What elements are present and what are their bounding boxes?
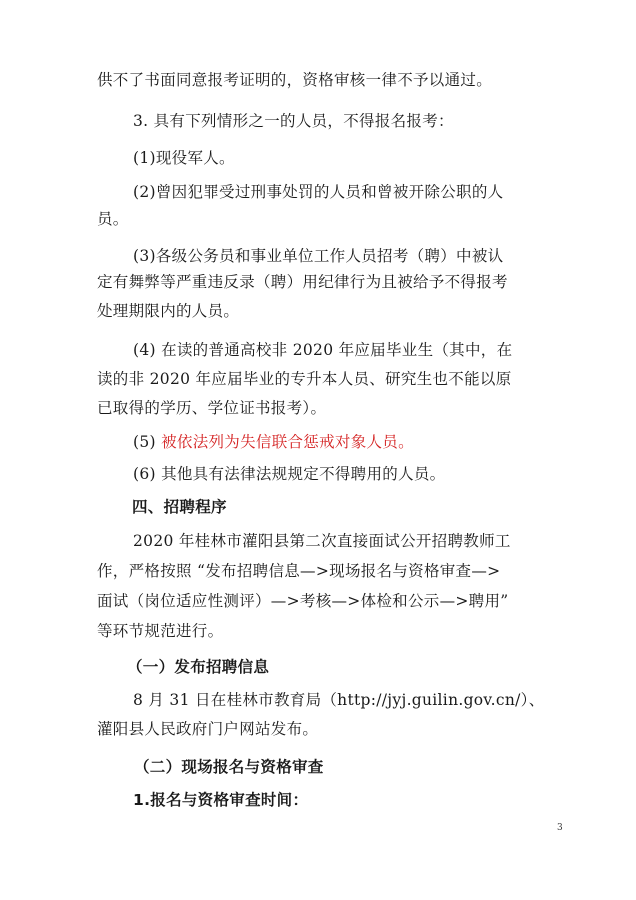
text-line: 灌阳县人民政府门户网站发布。 xyxy=(97,720,319,738)
text-line: 2020 年桂林市灌阳县第二次直接面试公开招聘教师工 xyxy=(133,532,511,550)
text-line: 员。 xyxy=(97,210,129,228)
text-line: 处理期限内的人员。 xyxy=(97,302,240,320)
text-line: 定有舞弊等严重违反录（聘）用纪律行为且被给予不得报考 xyxy=(97,273,508,291)
text-line: 等环节规范进行。 xyxy=(97,622,224,640)
text-line: (4) 在读的普通高校非 2020 年应届毕业生（其中，在 xyxy=(133,341,513,359)
text-line: (1)现役军人。 xyxy=(133,149,235,167)
item-number: (5) xyxy=(133,433,162,451)
page-number: 3 xyxy=(557,823,563,833)
subsection-heading: （一）发布招聘信息 xyxy=(127,658,270,676)
section-heading: 四、招聘程序 xyxy=(132,498,227,516)
highlighted-text: 被依法列为失信联合惩戒对象人员。 xyxy=(161,433,414,451)
text-line xyxy=(133,435,414,451)
text-line: (2)曾因犯罪受过刑事处罚的人员和曾被开除公职的人 xyxy=(133,183,504,201)
subsection-heading: 1.报名与资格审查时间： xyxy=(133,791,309,809)
text-line: 作，严格按照 “发布招聘信息—>现场报名与资格审查—> xyxy=(97,562,501,580)
text-line: 8 月 31 日在桂林市教育局（http://jyj.guilin.gov.cn/）、 xyxy=(133,691,545,709)
subsection-heading: （二）现场报名与资格审查 xyxy=(134,758,324,776)
text-line: (3)各级公务员和事业单位工作人员招考（聘）中被认 xyxy=(133,247,504,265)
text-line: 3. 具有下列情形之一的人员，不得报名报考： xyxy=(133,112,454,130)
text-line: (6) 其他具有法律法规规定不得聘用的人员。 xyxy=(133,465,446,483)
text-line: 面试（岗位适应性测评）—>考核—>体检和公示—>聘用” xyxy=(97,592,509,610)
text-line: 读的非 2020 年应届毕业的专升本人员、研究生也不能以原 xyxy=(97,370,512,388)
text-line: 已取得的学历、学位证书报考）。 xyxy=(97,399,327,417)
text-line: 供不了书面同意报考证明的，资格审核一律不予以通过。 xyxy=(97,71,493,89)
